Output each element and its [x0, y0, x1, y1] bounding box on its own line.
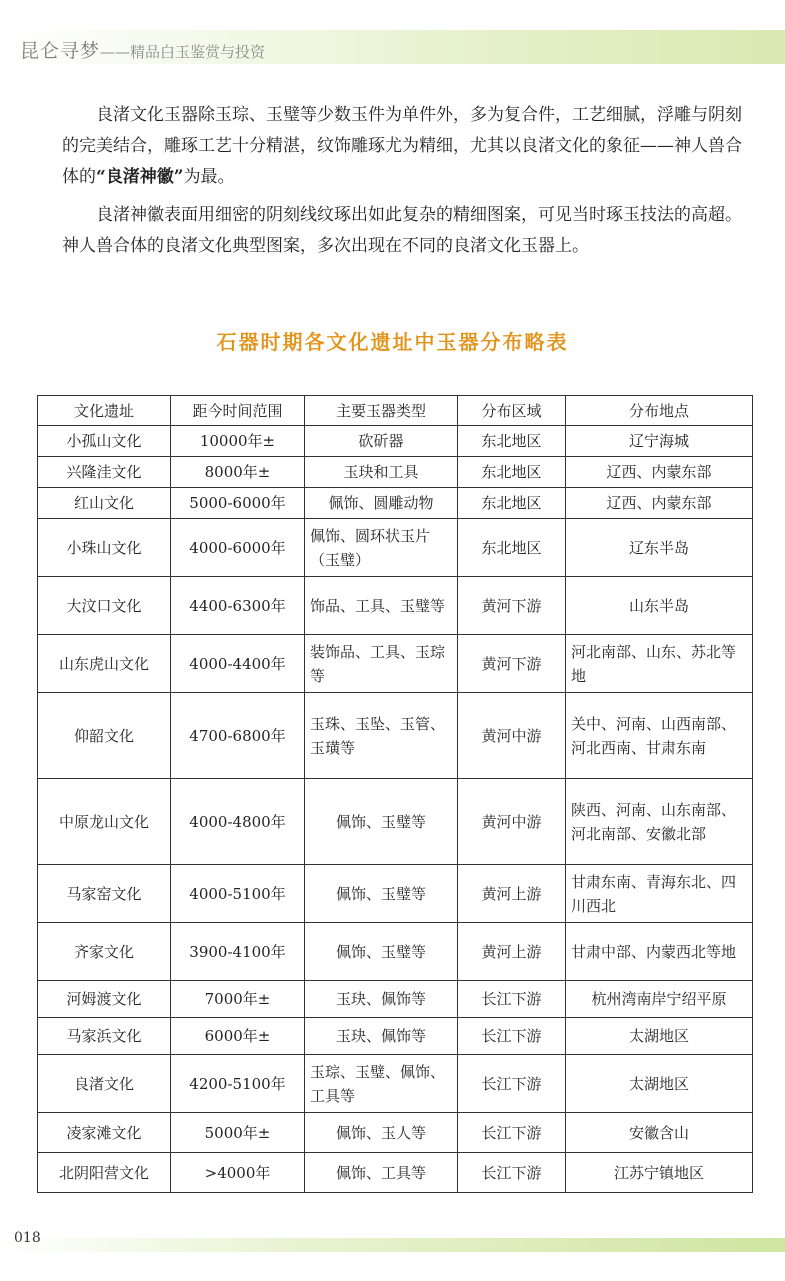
bold-term: “良渚神徽”: [96, 167, 184, 187]
table-row: [38, 1018, 753, 1055]
region-cell: 长江下游: [458, 1153, 566, 1193]
period-cell: 6000年±: [171, 1018, 305, 1055]
site-cell: 山东虎山文化: [38, 635, 171, 693]
location-cell: 关中、河南、山西南部、河北西南、甘肃东南: [566, 693, 753, 779]
period-cell: 10000年±: [171, 426, 305, 457]
location-cell: 太湖地区: [566, 1055, 753, 1113]
table-row: [38, 779, 753, 865]
jade-type-cell: 佩饰、圆雕动物: [305, 488, 458, 519]
period-cell: 4700-6800年: [171, 693, 305, 779]
table-row: [38, 635, 753, 693]
region-cell: 黄河中游: [458, 779, 566, 865]
period-cell: 4000-6000年: [171, 519, 305, 577]
table-row: [38, 981, 753, 1018]
jade-type-cell: 装饰品、工具、玉琮等: [305, 635, 458, 693]
table-row: [38, 426, 753, 457]
period-cell: 4200-5100年: [171, 1055, 305, 1113]
location-cell: 甘肃中部、内蒙西北等地: [566, 923, 753, 981]
site-cell: 河姆渡文化: [38, 981, 171, 1018]
site-cell: 齐家文化: [38, 923, 171, 981]
period-cell: 8000年±: [171, 457, 305, 488]
region-cell: 东北地区: [458, 426, 566, 457]
region-cell: 黄河中游: [458, 693, 566, 779]
location-cell: 甘肃东南、青海东北、四川西北: [566, 865, 753, 923]
table-header-row: [38, 396, 753, 426]
region-cell: 长江下游: [458, 1055, 566, 1113]
column-header: 文化遗址: [38, 396, 171, 426]
site-cell: 凌家滩文化: [38, 1113, 171, 1153]
location-cell: 太湖地区: [566, 1018, 753, 1055]
site-cell: 马家浜文化: [38, 1018, 171, 1055]
site-cell: 小孤山文化: [38, 426, 171, 457]
period-cell: 4400-6300年: [171, 577, 305, 635]
region-cell: 黄河下游: [458, 577, 566, 635]
region-cell: 长江下游: [458, 1018, 566, 1055]
table-row: [38, 1055, 753, 1113]
jade-type-cell: 玉玦和工具: [305, 457, 458, 488]
body-text: [62, 100, 752, 269]
jade-type-cell: 佩饰、玉璧等: [305, 923, 458, 981]
period-cell: >4000年: [171, 1153, 305, 1193]
site-cell: 马家窑文化: [38, 865, 171, 923]
site-cell: 中原龙山文化: [38, 779, 171, 865]
jade-type-cell: 砍斫器: [305, 426, 458, 457]
location-cell: 辽东半岛: [566, 519, 753, 577]
footer-band: [0, 1238, 785, 1252]
site-cell: 仰韶文化: [38, 693, 171, 779]
region-cell: 黄河下游: [458, 635, 566, 693]
table-row: [38, 488, 753, 519]
table-row: [38, 1153, 753, 1193]
location-cell: 杭州湾南岸宁绍平原: [566, 981, 753, 1018]
running-header: [20, 36, 265, 63]
page-number: 018: [14, 1230, 41, 1246]
column-header: 分布区域: [458, 396, 566, 426]
period-cell: 4000-5100年: [171, 865, 305, 923]
column-header: 分布地点: [566, 396, 753, 426]
location-cell: 辽宁海城: [566, 426, 753, 457]
site-cell: 大汶口文化: [38, 577, 171, 635]
region-cell: 黄河上游: [458, 923, 566, 981]
location-cell: 辽西、内蒙东部: [566, 457, 753, 488]
region-cell: 长江下游: [458, 1113, 566, 1153]
site-cell: 红山文化: [38, 488, 171, 519]
period-cell: 4000-4400年: [171, 635, 305, 693]
site-cell: 兴隆洼文化: [38, 457, 171, 488]
column-header: 距今时间范围: [171, 396, 305, 426]
site-cell: 良渚文化: [38, 1055, 171, 1113]
site-cell: 小珠山文化: [38, 519, 171, 577]
paragraph-2: 良渚神徽表面用细密的阴刻线纹琢出如此复杂的精细图案，可见当时琢玉技法的高超。神人兽合体的良渚文化典型图案，多次出现在不同的良渚文化玉器上。: [62, 205, 742, 256]
period-cell: 5000年±: [171, 1113, 305, 1153]
region-cell: 黄河上游: [458, 865, 566, 923]
location-cell: 江苏宁镇地区: [566, 1153, 753, 1193]
location-cell: 陕西、河南、山东南部、河北南部、安徽北部: [566, 779, 753, 865]
column-header: 主要玉器类型: [305, 396, 458, 426]
book-title: 昆仑寻梦: [20, 40, 101, 62]
region-cell: 东北地区: [458, 488, 566, 519]
jade-type-cell: 玉琮、玉璧、佩饰、工具等: [305, 1055, 458, 1113]
region-cell: 东北地区: [458, 457, 566, 488]
period-cell: 5000-6000年: [171, 488, 305, 519]
table-row: [38, 1113, 753, 1153]
period-cell: 4000-4800年: [171, 779, 305, 865]
jade-type-cell: 饰品、工具、玉璧等: [305, 577, 458, 635]
jade-type-cell: 佩饰、玉璧等: [305, 865, 458, 923]
jade-type-cell: 佩饰、玉璧等: [305, 779, 458, 865]
table-title: 石器时期各文化遗址中玉器分布略表: [216, 330, 569, 354]
region-cell: 长江下游: [458, 981, 566, 1018]
period-cell: 7000年±: [171, 981, 305, 1018]
table-row: [38, 693, 753, 779]
region-cell: 东北地区: [458, 519, 566, 577]
jade-type-cell: 玉玦、佩饰等: [305, 981, 458, 1018]
paragraph-1: 良渚文化玉器除玉琮、玉璧等少数玉件为单件外，多为复合件，工艺细腻，浮雕与阴刻的完美结合，雕琢工艺十分精湛，纹饰雕琢尤为精细，尤其以良渚文化的象征——神人兽合体的“良渚神徽”为最。: [62, 105, 742, 187]
period-cell: 3900-4100年: [171, 923, 305, 981]
book-subtitle: ——精品白玉鉴赏与投资: [100, 43, 266, 61]
jade-type-cell: 玉珠、玉坠、玉管、玉璜等: [305, 693, 458, 779]
table-row: [38, 457, 753, 488]
location-cell: 辽西、内蒙东部: [566, 488, 753, 519]
site-cell: 北阴阳营文化: [38, 1153, 171, 1193]
location-cell: 安徽含山: [566, 1113, 753, 1153]
jade-type-cell: 佩饰、玉人等: [305, 1113, 458, 1153]
location-cell: 河北南部、山东、苏北等地: [566, 635, 753, 693]
jade-type-cell: 佩饰、工具等: [305, 1153, 458, 1193]
jade-type-cell: 佩饰、圆环状玉片（玉璧）: [305, 519, 458, 577]
jade-distribution-table: [37, 395, 753, 1193]
table-row: [38, 519, 753, 577]
table-row: [38, 865, 753, 923]
jade-type-cell: 玉玦、佩饰等: [305, 1018, 458, 1055]
location-cell: 山东半岛: [566, 577, 753, 635]
table-row: [38, 577, 753, 635]
table-row: [38, 923, 753, 981]
